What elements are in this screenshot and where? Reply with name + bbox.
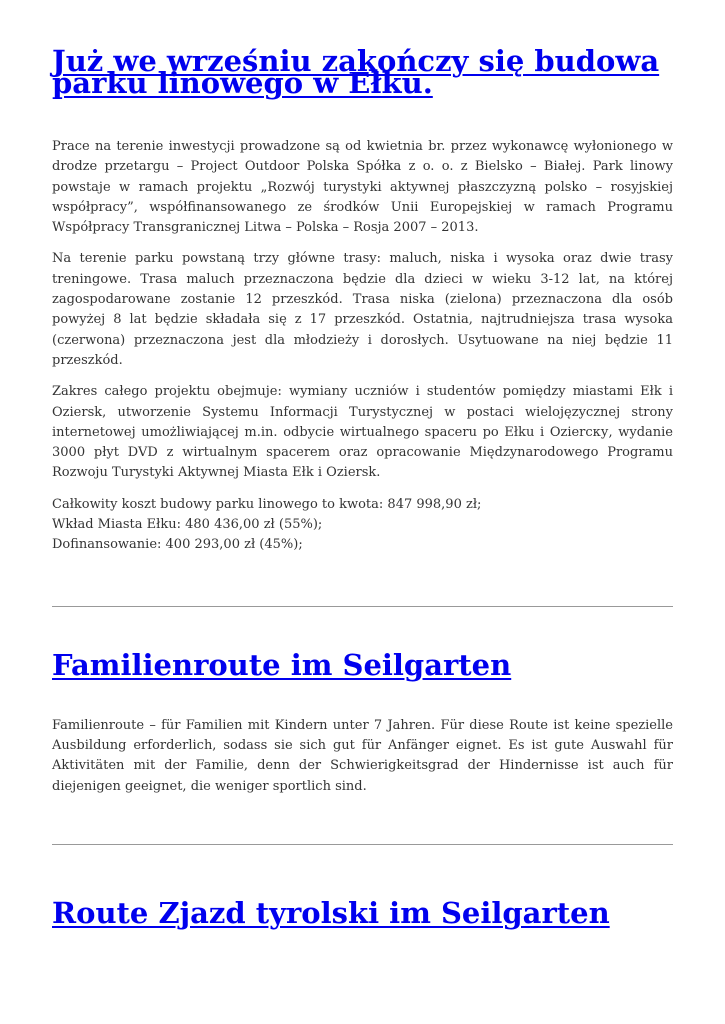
post-title [52,0,673,100]
paragraph: Na terenie parku powstaną trzy główne trasy: maluch, niska i wysoka oraz dwie trasy treningowe. Trasa maluch przeznaczona będzie dla dzieci w wieku 3-12 lat, na której zagospodarowane zostanie 12 przeszkód. Trasa niska (zielona) przeznaczona dla osób powyżej 8 lat będzie składała się z 17 przeszkód. Ostatnia, najtrudniejsza trasa wysoka (czerwona) przeznaczona jest dla młodzieży i dorosłych. Usytuowane na niej będzie 11 przeszkód. [52,251,673,368]
city-contribution-line: Wkład Miasta Ełku: 480 436,00 zł (55%); [52,517,323,533]
post-title-link[interactable]: Już we wrześniu zakończy się budowa parku linowego w Ełku. [52,44,660,100]
paragraph: Prace na terenie inwestycji prowadzone są od kwietnia br. przez wykonawcę wyłonionego w drodze przetargu – Project Outdoor Polska Spółka z o. o. z Bielsko – Białej. Park linowy powstaje w ramach projektu „Rozwój turystyki aktywnej płaszczyzną polsko – rosyjskiej współpracy”, współfinansowanego ze środków Unii Europejskiej w ramach Programu Współpracy Transgranicznej Litwa – Polska – Rosja 2007 – 2013. [52,139,673,236]
paragraph: Familienroute – für Familien mit Kindern unter 7 Jahren. Für diese Route ist keine spezielle Ausbildung erforderlich, sodass sie sich gut für Anfänger eignet. Es ist gute Auswahl für Aktivitäten mit der Familie, denn der Schwierigkeitsgrad der Hindernisse ist auch für diejenigen geeignet, die weniger sportlich sind. [52,717,673,794]
cost-summary [52,495,673,556]
co-financing-line: Dofinansowanie: 400 293,00 zł (45%); [52,537,303,553]
paragraph: Zakres całego projektu obejmuje: wymiany uczniów i studentów pomiędzy miastami Ełk i Oziersk, utworzenie Systemu Informacji Turystycznej w postaci wielojęzycznej strony internetowej umożliwiającej m.in. odbycie wirtualnego spaceru po Ełku i Ozierску, wydanie 3000 płyt DVD z wirtualnym spacerem oraz opracowanie Międzynarodowego Programu Rozwoju Turystyki Aktywnej Miasta Ełk i Oziersk. [52,384,673,481]
post-title [52,845,673,933]
post-elk-rope-park [52,0,673,556]
post-body [52,716,673,797]
post-title [52,607,673,685]
post-family-route [52,607,673,797]
post-tyrolean-route [52,845,673,933]
post-title-link[interactable]: Familienroute im Seilgarten [52,647,512,682]
post-body [52,137,673,556]
total-cost-line: Całkowity koszt budowy parku linowego to kwota: 847 998,90 zł; [52,496,482,512]
post-title-link[interactable]: Route Zjazd tyrolski im Seilgarten [52,895,610,930]
